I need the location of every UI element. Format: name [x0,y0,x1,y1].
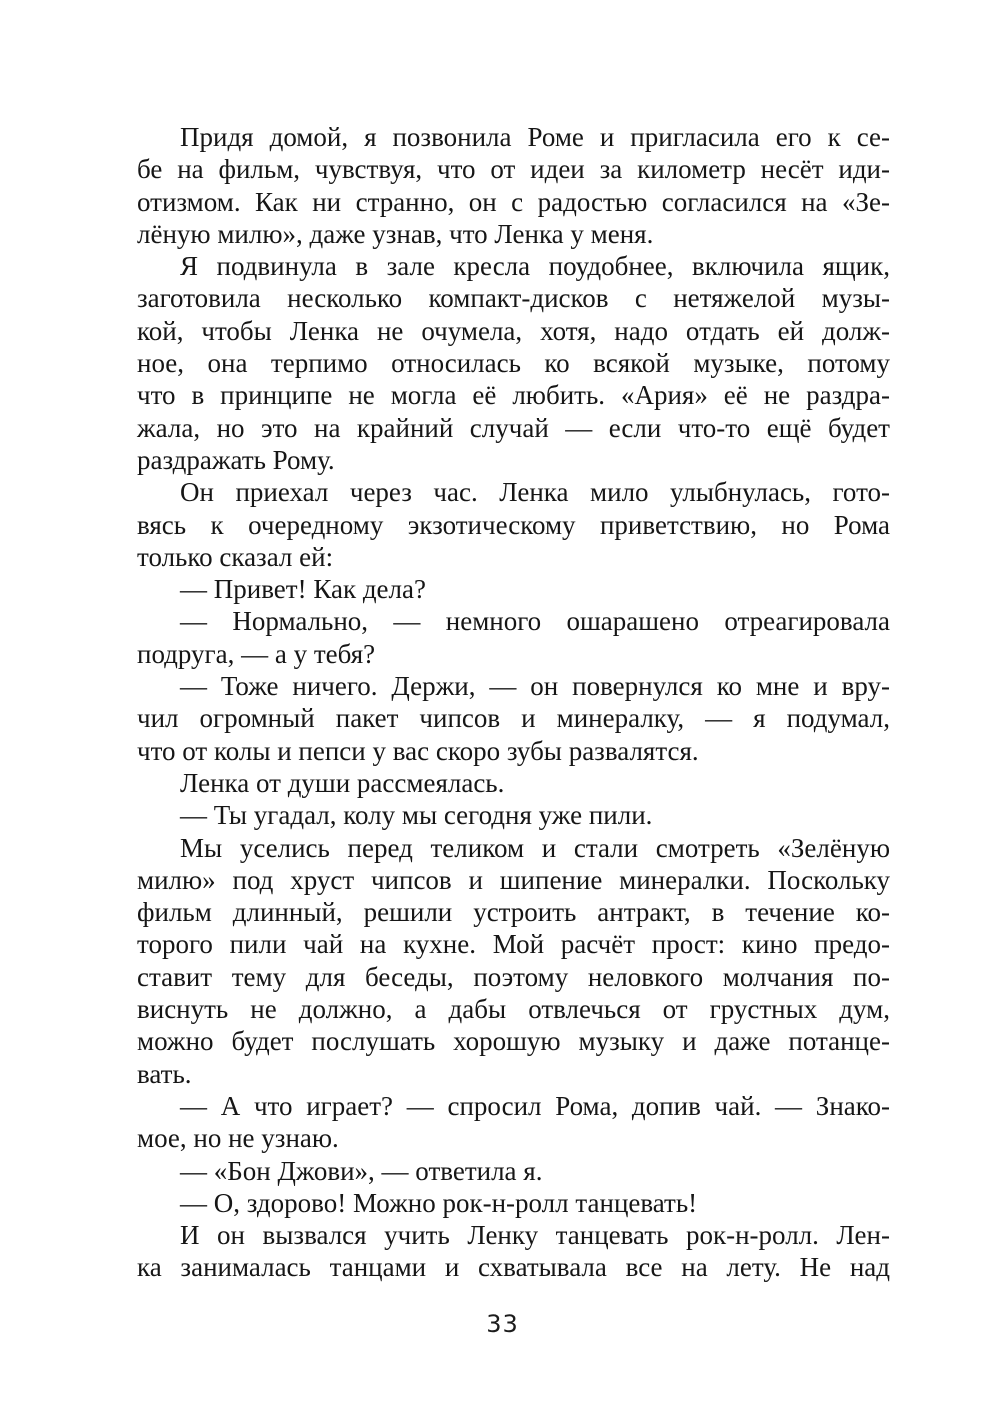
paragraph [137,1090,890,1155]
text-line: подруга, — а у тебя? [137,638,376,669]
text-line: — Ты угадал, колу мы сегодня уже пили. [180,800,653,831]
text-line: — А что играет? — спросил Рома, допив чай. — Знако- [180,1090,890,1121]
text-line: фильм длинный, решили устроить антракт, в течение ко- [137,897,890,928]
page-text [137,121,890,1284]
paragraph [137,832,890,1090]
text-line: только сказал ей: [137,541,334,572]
text-line: виснуть не должно, а дабы отвлечься от грустных дум, [137,994,890,1025]
text-line: — Нормально, — немного ошарашено отреагировала [180,606,890,637]
text-line: Ленка от души рассмеялась. [180,767,505,798]
text-line: И он вызвался учить Ленку танцевать рок-н-ролл. Лен- [180,1220,890,1251]
text-line: лёную милю», даже узнав, что Ленка у меня. [137,218,654,249]
text-line: отизмом. Как ни странно, он с радостью согласился на «Зе- [137,186,890,217]
text-line: кой, чтобы Ленка не очумела, хотя, надо отдать ей долж- [137,315,890,346]
paragraph [137,1187,890,1219]
text-line: что от колы и пепси у вас скоро зубы развалятся. [137,735,699,766]
paragraph [137,1155,890,1187]
paragraph [137,250,890,476]
text-line: что в принципе не могла её любить. «Ария» её не раздра- [137,380,890,411]
text-line: можно будет послушать хорошую музыку и даже потанце- [137,1026,890,1057]
page-number: 33 [486,1310,519,1338]
text-line: вясь к очередному экзотическому приветствию, но Рома [137,509,890,540]
paragraph [137,121,890,250]
text-line: ставит тему для беседы, поэтому неловкого молчания по- [137,961,890,992]
text-line: ное, она терпимо относилась ко всякой музыке, потому [137,348,890,379]
text-line: — Тоже ничего. Держи, — он повернулся ко мне и вру- [180,671,890,702]
text-line: Придя домой, я позвонила Роме и пригласила его к се- [180,122,890,152]
paragraph [137,1219,890,1284]
text-line: торого пили чай на кухне. Мой расчёт прост: кино предо- [137,929,890,960]
text-line: бе на фильм, чувствуя, что от идеи за километр несёт иди- [137,154,890,185]
paragraph [137,670,890,767]
text-line: — О, здорово! Можно рок-н-ролл танцевать! [180,1187,698,1218]
text-line: — Привет! Как дела? [180,574,426,605]
text-line: раздражать Рому. [137,444,335,475]
text-line: Мы уселись перед теликом и стали смотреть «Зелёную [180,832,890,863]
paragraph [137,799,890,831]
text-line: Он приехал через час. Ленка мило улыбнулась, гото- [180,477,890,508]
text-line: ка занималась танцами и схватывала все на лету. Не над [137,1252,890,1283]
text-line: — «Бон Джови», — ответила я. [180,1155,543,1186]
paragraph [137,605,890,670]
paragraph [137,573,890,605]
paragraph [137,476,890,573]
text-line: жала, но это на крайний случай — если что-то ещё будет [137,412,890,443]
text-line: вать. [137,1058,192,1089]
text-line: Я подвинула в зале кресла поудобнее, включила ящик, [180,251,890,282]
text-line: милю» под хруст чипсов и шипение минералки. Поскольку [137,864,890,895]
text-line: чил огромный пакет чипсов и минералку, — я подумал, [137,703,890,734]
text-line: мое, но не узнаю. [137,1123,339,1154]
text-line: заготовила несколько компакт-дисков с нетяжелой музы- [137,283,890,314]
paragraph [137,767,890,799]
